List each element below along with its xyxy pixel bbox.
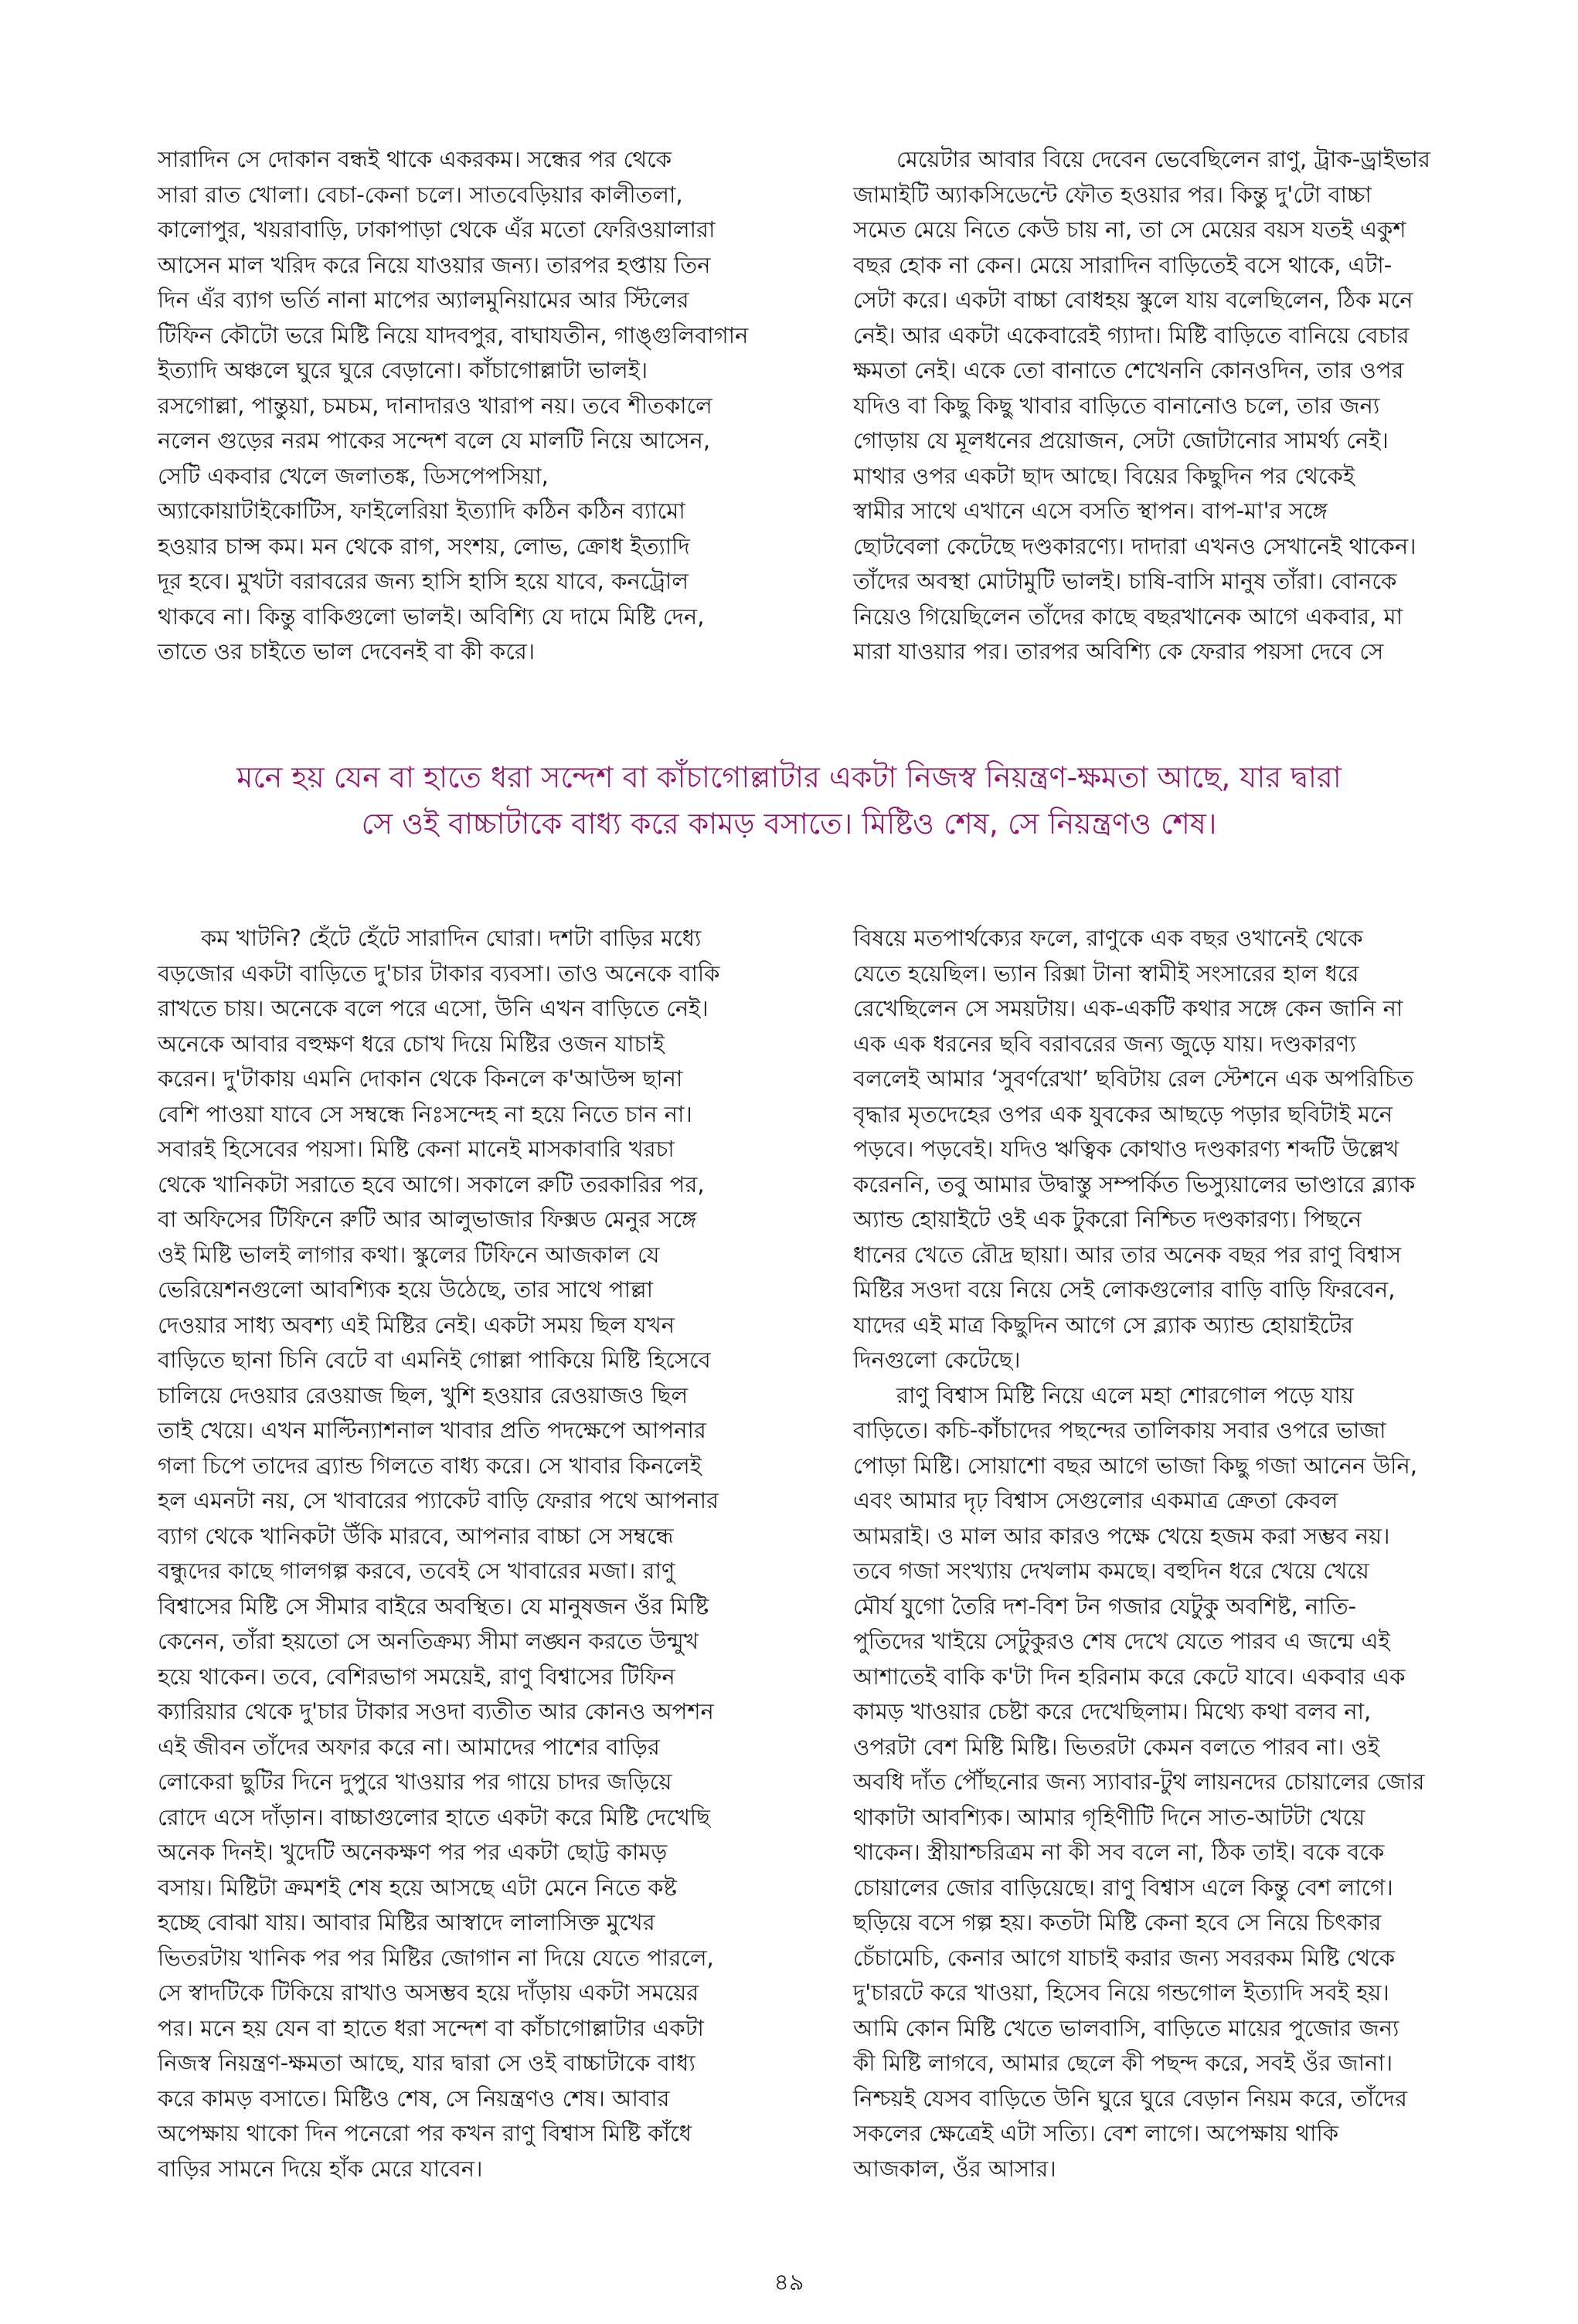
text-line: পোড়া মিষ্টি। সোয়াশো বছর আগে ভাজা কিছু গজা আনেন উনি, [853,1452,1417,1479]
text-line: রোদে এসে দাঁড়ান। বাচ্চাগুলোর হাতে একটা করে মিষ্টি দেখেছি [158,1803,710,1830]
text-line: যেতে হয়েছিল। ভ্যান রিক্সা টানা স্বামীই সংসারের হাল ধরে [853,960,1359,987]
text-line: সে স্বাদটিকে টিকিয়ে রাখাও অসম্ভব হয়ে দাঁড়ায় একটা সময়ের [158,1979,699,2006]
text-line: স্বামীর সাথে এখানে এসে বসতি স্থাপন। বাপ-মা'র সঙ্গে [853,498,1328,524]
text-line: মাথার ওপর একটা ছাদ আছে। বিয়ের কিছুদিন পর থেকেই [853,462,1355,489]
text-line: ছোটবেলা কেটেছে দণ্ডকারণ্যে। দাদারা এখনও সেখানেই থাকেন। [853,532,1416,559]
page-number: ৪৯ [774,2269,804,2296]
text-line: রেখেছিলেন সে সময়টায়। এক-একটি কথার সঙ্গে কেন জানি না [853,995,1403,1021]
text-line: বৃদ্ধার মৃতদেহের ওপর এক যুবকের আছড়ে পড়ার ছবিটাই মনে [853,1100,1393,1127]
text-line: থাকাটা আবশ্যিক। আমার গৃহিণীটি দিনে সাত-আটটা খেয়ে [853,1803,1365,1830]
text-line: চালিয়ে দেওয়ার রেওয়াজ ছিল, খুশি হওয়ার রেওয়াজও ছিল [158,1381,689,1408]
text-line: বাড়িতে ছানা চিনি বেটে বা এমনিই গোল্লা পাকিয়ে মিষ্টি হিসেবে [158,1347,711,1373]
text-line: বেশি পাওয়া যাবে সে সম্বন্ধে নিঃসন্দেহ না হয়ে নিতে চান না। [158,1100,692,1127]
text-line: আশাতেই বাকি ক'টা দিন হরিনাম করে কেটে যাবে। একবার এক [853,1663,1406,1690]
text-line: বাড়ির সামনে দিয়ে হাঁক মেরে যাবেন। [158,2155,483,2182]
text-line: তাই খেয়ে। এখন মাল্টিন্যাশনাল খাবার প্রতি পদক্ষেপে আপনার [158,1417,706,1443]
text-line: হচ্ছে বোঝা যায়। আবার মিষ্টির আস্বাদে লালাসিক্ত মুখের [158,1909,655,1935]
text-line: তাঁদের অবস্থা মোটামুটি ভালই। চাষি-বাসি মানুষ তাঁরা। বোনকে [853,568,1397,594]
text-line: করেন। দু'টাকায় এমনি দোকান থেকে কিনলে ক'আউন্স ছানা [158,1065,683,1092]
text-line: ক্ষমতা নেই। একে তো বানাতে শেখেননি কোনওদিন, তার ওপর [853,357,1404,383]
text-line: দিন এঁর ব্যাগ ভর্তি নানা মাপের অ্যালমুনিয়ামের আর স্টিলের [158,287,689,313]
text-line: লোকেরা ছুটির দিনে দুপুরে খাওয়ার পর গায়ে চাদর জড়িয়ে [158,1768,672,1795]
text-line: দিনগুলো কেটেছে। [853,1347,1021,1373]
text-line: গলা চিপে তাদের ব্র্যান্ড গিলতে বাধ্য করে। সে খাবার কিনলেই [158,1452,702,1479]
text-line: দূর হবে। মুখটা বরাবরের জন্য হাসি হাসি হয়ে যাবে, কনট্রোল [158,568,689,594]
text-line: কালোপুর, খয়রাবাড়ি, ঢাকাপাড়া থেকে এঁর মতো ফেরিওয়ালারা [158,216,716,243]
text-line: কেনেন, তাঁরা হয়তো সে অনতিক্রম্য সীমা লঙ্ঘন করতে উন্মুখ [158,1628,699,1654]
text-line: অবধি দাঁত পৌঁছনোর জন্য স্যাবার-টুথ লায়নদের চোয়ালের জোর [853,1768,1425,1795]
text-line: বড়জোর একটা বাড়িতে দু'চার টাকার ব্যবসা। তাও অনেকে বাকি [158,960,720,987]
text-line: সে ওই বাচ্চাটাকে বাধ্য করে কামড় বসাতে। মিষ্টিও শেষ, সে নিয়ন্ত্রণও শেষ। [361,807,1217,841]
paragraph [853,142,1487,670]
text-line: বছর হোক না কেন। মেয়ে সারাদিন বাড়িতেই বসে থাকে, এটা- [853,251,1393,278]
text-line: নিজস্ব নিয়ন্ত্রণ-ক্ষমতা আছে, যার দ্বারা সে ওই বাচ্চাটাকে বাধ্য [158,2050,695,2076]
text-line: বিশ্বাসের মিষ্টি সে সীমার বাইরে অবস্থিত। যে মানুষজন ওঁর মিষ্টি [158,1592,709,1619]
paragraph [158,921,791,2186]
text-line: সেটা করে। একটা বাচ্চা বোধহয় স্কুলে যায় বলেছিলেন, ঠিক মনে [853,287,1413,313]
text-line: রাণু বিশ্বাস মিষ্টি নিয়ে এলে মহা শোরগোল পড়ে যায় [896,1381,1354,1408]
text-line: এবং আমার দৃঢ় বিশ্বাস সেগুলোর একমাত্র ক্রেতা কেবল [853,1487,1338,1514]
text-line: ইত্যাদি অঞ্চলে ঘুরে ঘুরে বেড়ানো। কাঁচাগোল্লাটা ভালই। [158,357,648,383]
text-line: সমেত মেয়ে নিতে কেউ চায় না, তা সে মেয়ের বয়স যতই একুশ [853,216,1406,243]
paragraph [853,921,1487,1378]
text-line: যাদের এই মাত্র কিছুদিন আগে সে ব্ল্যাক অ্যান্ড হোয়াইটের [853,1311,1354,1338]
text-line: পুতিদের খাইয়ে সেটুকুরও শেষ দেখে যেতে পারব এ জন্মে এই [853,1628,1390,1654]
text-line: যদিও বা কিছু কিছু খাবার বাড়িতে বানানোও চলে, তার জন্য [853,392,1380,419]
text-line: সেটি একবার খেলে জলাতঙ্ক, ডিসপেপসিয়া, [158,462,549,489]
column-bottom-left [158,921,791,2186]
text-line: পর। মনে হয় যেন বা হাতে ধরা সন্দেশ বা কাঁচাগোল্লাটার একটা [158,2014,704,2041]
text-line: গোড়ায় যে মূলধনের প্রয়োজন, সেটা জোটানোর সামর্থ্য নেই। [853,427,1389,454]
text-line: থেকে খানিকটা সরাতে হবে আগে। সকালে রুটি তরকারির পর, [158,1170,705,1198]
text-line: ছড়িয়ে বসে গল্প হয়। কতটা মিষ্টি কেনা হবে সে নিয়ে চিৎকার [853,1909,1382,1935]
text-line: থাকবে না। কিন্তু বাকিগুলো ভালই। অবিশ্যি যে দামে মিষ্টি দেন, [158,603,705,630]
paragraph [853,1378,1487,2187]
text-line: অনেক দিনই। খুদেটি অনেকক্ষণ পর পর একটা ছোট্ট কামড় [158,1839,668,1865]
text-line: অপেক্ষায় থাকো দিন পনেরো পর কখন রাণু বিশ্বাস মিষ্টি কাঁধে [158,2120,692,2146]
text-line: ধানের খেতে রৌদ্র ছায়া। আর তার অনেক বছর পর রাণু বিশ্বাস [853,1241,1402,1268]
text-line: দেওয়ার সাধ্য অবশ্য এই মিষ্টির নেই। একটা সময় ছিল যখন [158,1311,675,1338]
text-line: সারাদিন সে দোকান বন্ধই থাকে একরকম। সন্ধের পর থেকে [158,146,672,172]
text-line: কম খাটনি? হেঁটে হেঁটে সারাদিন ঘোরা। দশটা বাড়ির মধ্যে [201,925,702,951]
text-line: নেই। আর একটা একেবারেই গ্যাদা। মিষ্টি বাড়িতে বানিয়ে বেচার [853,321,1410,348]
text-line: হয়ে থাকেন। তবে, বেশিরভাগ সময়েই, রাণু বিশ্বাসের টিফিন [158,1663,675,1690]
text-line: মনে হয় যেন বা হাতে ধরা সন্দেশ বা কাঁচাগোল্লাটার একটা নিজস্ব নিয়ন্ত্রণ-ক্ষমতা আছে, যার দ্বারা [236,760,1342,794]
text-line: মারা যাওয়ার পর। তারপর অবিশ্যি কে ফেরার পয়সা দেবে সে [853,638,1384,664]
text-line: বিষয়ে মতপার্থক্যের ফলে, রাণুকে এক বছর ওখানেই থেকে [853,925,1363,951]
text-line: সারা রাত খোলা। বেচা-কেনা চলে। সাতবেড়িয়ার কালীতলা, [158,181,683,208]
text-line: অ্যান্ড হোয়াইটে ওই এক টুকরো নিশ্চিত দণ্ডকারণ্য। পিছনে [853,1206,1362,1232]
column-top-left [158,142,791,670]
text-line: চেঁচামেচি, কেনার আগে যাচাই করার জন্য সবরকম মিষ্টি থেকে [853,1944,1396,1971]
text-line: ভেরিয়েশনগুলো আবশ্যিক হয়ে উঠেছে, তার সাথে পাল্লা [158,1276,654,1303]
text-line: কামড় খাওয়ার চেষ্টা করে দেখেছিলাম। মিথ্যে কথা বলব না, [853,1698,1372,1724]
text-line: মৌর্য যুগো তৈরি দশ-বিশ টন গজার যেটুকু অবশিষ্ট, নাতি- [853,1592,1357,1619]
text-line: বসায়। মিষ্টিটা ক্রমশই শেষ হয়ে আসছে এটা মেনে নিতে কষ্ট [158,1874,677,1901]
text-line: মেয়েটার আবার বিয়ে দেবেন ভেবেছিলেন রাণু, ট্রাক-ড্রাইভার [896,146,1430,172]
text-line: নলেন গুড়ের নরম পাকের সন্দেশ বলে যে মালটি নিয়ে আসেন, [158,427,711,454]
column-top-right [853,142,1487,670]
text-line: নিশ্চয়ই যেসব বাড়িতে উনি ঘুরে ঘুরে বেড়ান নিয়ম করে, তাঁদের [853,2084,1407,2112]
text-line: হল এমনটা নয়, সে খাবারের প্যাকেট বাড়ি ফেরার পথে আপনার [158,1487,719,1514]
text-line: মিষ্টির সওদা বয়ে নিয়ে সেই লোকগুলোর বাড়ি বাড়ি ফিরবেন, [853,1276,1396,1303]
text-line: অনেকে আবার বহুক্ষণ ধরে চোখ দিয়ে মিষ্টির ওজন যাচাই [158,1030,665,1057]
column-bottom-right [853,921,1487,2186]
text-line: তাতে ওর চাইতে ভাল দেবেনই বা কী করে। [158,638,536,664]
pull-quote [108,754,1470,847]
text-line: বাড়িতে। কচি-কাঁচাদের পছন্দের তালিকায় সবার ওপরে ভাজা [853,1417,1386,1443]
text-line: এই জীবন তাঁদের অফার করে না। আমাদের পাশের বাড়ির [158,1733,660,1760]
text-line: করে কামড় বসাতে। মিষ্টিও শেষ, সে নিয়ন্ত্রণও শেষ। আবার [158,2084,670,2112]
text-line: সকলের ক্ষেত্রেই এটা সত্যি। বেশ লাগে। অপেক্ষায় থাকি [853,2120,1339,2146]
text-line: হওয়ার চান্স কম। মন থেকে রাগ, সংশয়, লোভ, ক্রোধ ইত্যাদি [158,532,690,559]
text-line: কী মিষ্টি লাগবে, আমার ছেলে কী পছন্দ করে, সবই ওঁর জানা। [853,2050,1393,2076]
text-line: রসগোল্লা, পান্তুয়া, চমচম, দানাদারও খারাপ নয়। তবে শীতকালে [158,392,712,419]
text-line: বন্ধুদের কাছে গালগল্প করবে, তবেই সে খাবারের মজা। রাণু [158,1558,675,1584]
text-line: এক এক ধরনের ছবি বরাবরের জন্য জুড়ে যায়। দণ্ডকারণ্য [853,1030,1356,1057]
text-line: নিয়েও গিয়েছিলেন তাঁদের কাছে বছরখানেক আগে একবার, মা [853,603,1403,630]
text-line: সবারই হিসেবের পয়সা। মিষ্টি কেনা মানেই মাসকাবারি খরচা [158,1136,675,1162]
text-line: করেননি, তবু আমার উদ্বাস্তু সম্পর্কিত ভিস্যুয়ালের ভাণ্ডারে ব্ল্যাক [853,1170,1416,1198]
text-line: জামাইটি অ্যাকসিডেন্টে ফৌত হওয়ার পর। কিন্তু দু'টো বাচ্চা [853,181,1372,208]
text-line: আমি কোন মিষ্টি খেতে ভালবাসি, বাড়িতে মায়ের পুজোর জন্য [853,2014,1399,2041]
paragraph [158,142,791,670]
text-line: অ্যাকোয়াটাইকোটিস, ফাইলেরিয়া ইত্যাদি কঠিন কঠিন ব্যামো [158,498,685,524]
text-line: আজকাল, ওঁর আসার। [853,2155,1056,2182]
text-line: ব্যাগ থেকে খানিকটা উঁকি মারবে, আপনার বাচ্চা সে সম্বন্ধে [158,1522,674,1549]
text-line: আমরাই। ও মাল আর কারও পক্ষে খেয়ে হজম করা সম্ভব নয়। [853,1522,1390,1549]
text-line: পড়বে। পড়বেই। যদিও ঋত্বিক কোথাও দণ্ডকারণ্য শব্দটি উল্লেখ [853,1136,1399,1162]
text-line: দু'চারটে করে খাওয়া, হিসেব নিয়ে গন্ডগোল ইত্যাদি সবই হয়। [853,1979,1389,2006]
text-line: তবে গজা সংখ্যায় দেখলাম কমছে। বহুদিন ধরে খেয়ে খেয়ে [853,1558,1369,1584]
text-line: ভিতরটায় খানিক পর পর মিষ্টির জোগান না দিয়ে যেতে পারলে, [158,1944,714,1971]
text-line: ক্যারিয়ার থেকে দু'চার টাকার সওদা ব্যতীত আর কোনও অপশন [158,1698,714,1724]
text-line: বললেই আমার ‘সুবর্ণরেখা’ ছবিটায় রেল স্টেশনে এক অপরিচিত [853,1065,1414,1092]
text-line: ওই মিষ্টি ভালই লাগার কথা। স্কুলের টিফিনে আজকাল যে [158,1241,660,1268]
text-line: থাকেন। স্ত্রীয়াশ্চরিত্রম না কী সব বলে না, ঠিক তাই। বকে বকে [853,1839,1385,1865]
text-line: ওপরটা বেশ মিষ্টি মিষ্টি। ভিতরটা কেমন বলতে পারব না। ওই [853,1733,1379,1760]
text-line: টিফিন কৌটো ভরে মিষ্টি নিয়ে যাদবপুর, বাঘাযতীন, গাঙ্গুলিবাগান [158,321,749,348]
text-line: আসেন মাল খরিদ করে নিয়ে যাওয়ার জন্য। তারপর হপ্তায় তিন [158,251,711,278]
text-line: চোয়ালের জোর বাড়িয়েছে। রাণু বিশ্বাস এলে কিন্তু বেশ লাগে। [853,1874,1393,1901]
text-line: রাখতে চায়। অনেকে বলে পরে এসো, উনি এখন বাড়িতে নেই। [158,995,709,1021]
text-line: বা অফিসের টিফিনে রুটি আর আলুভাজার ফিক্সড মেনুর সঙ্গে [158,1206,697,1232]
